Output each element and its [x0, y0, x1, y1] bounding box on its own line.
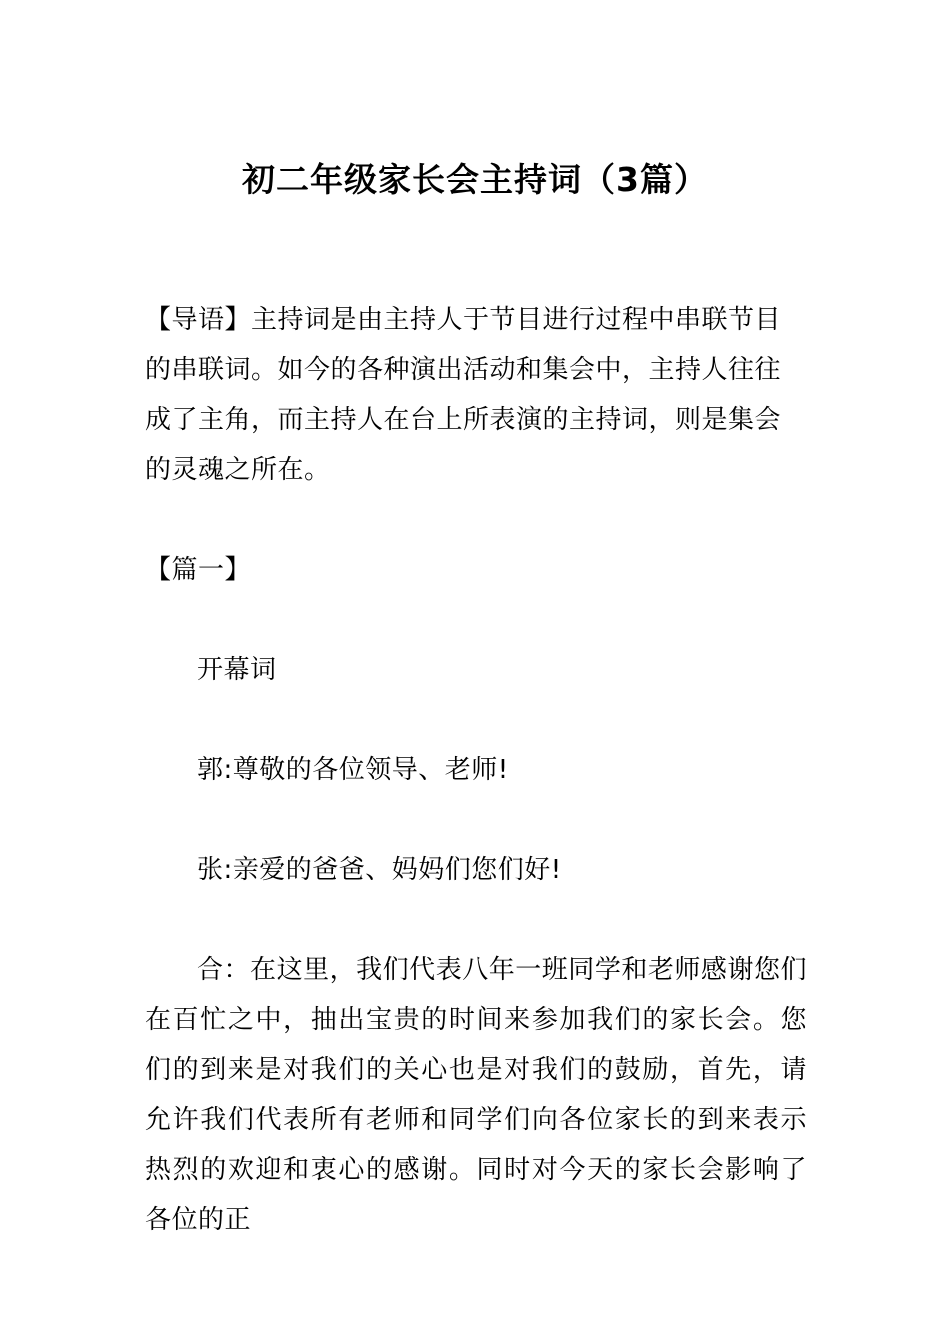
page-title: 初二年级家长会主持词（3篇） [242, 160, 708, 199]
host-zhang-line: 张:亲爱的爸爸、妈妈们您们好! [197, 855, 562, 885]
opening-speech-heading: 开幕词 [197, 655, 277, 685]
hosts-together-paragraph: 合：在这里，我们代表八年一班同学和老师感谢您们在百忙之中，抽出宝贵的时间来参加我们的家长会。您们的到来是对我们的关心也是对我们的鼓励，首先，请允许我们代表所有老师和同学们向各位家长的到来表示热烈的欢迎和衷心的感谢。同时对今天的家长会影响了各位的正 [145, 955, 807, 1235]
section-heading: 【篇一】 [145, 555, 252, 585]
host-guo-line: 郭:尊敬的各位领导、老师! [197, 755, 509, 785]
intro-paragraph: 【导语】主持词是由主持人于节目进行过程中串联节目的串联词。如今的各种演出活动和集会中，主持人往往成了主角，而主持人在台上所表演的主持词，则是集会的灵魂之所在。 [145, 305, 782, 485]
